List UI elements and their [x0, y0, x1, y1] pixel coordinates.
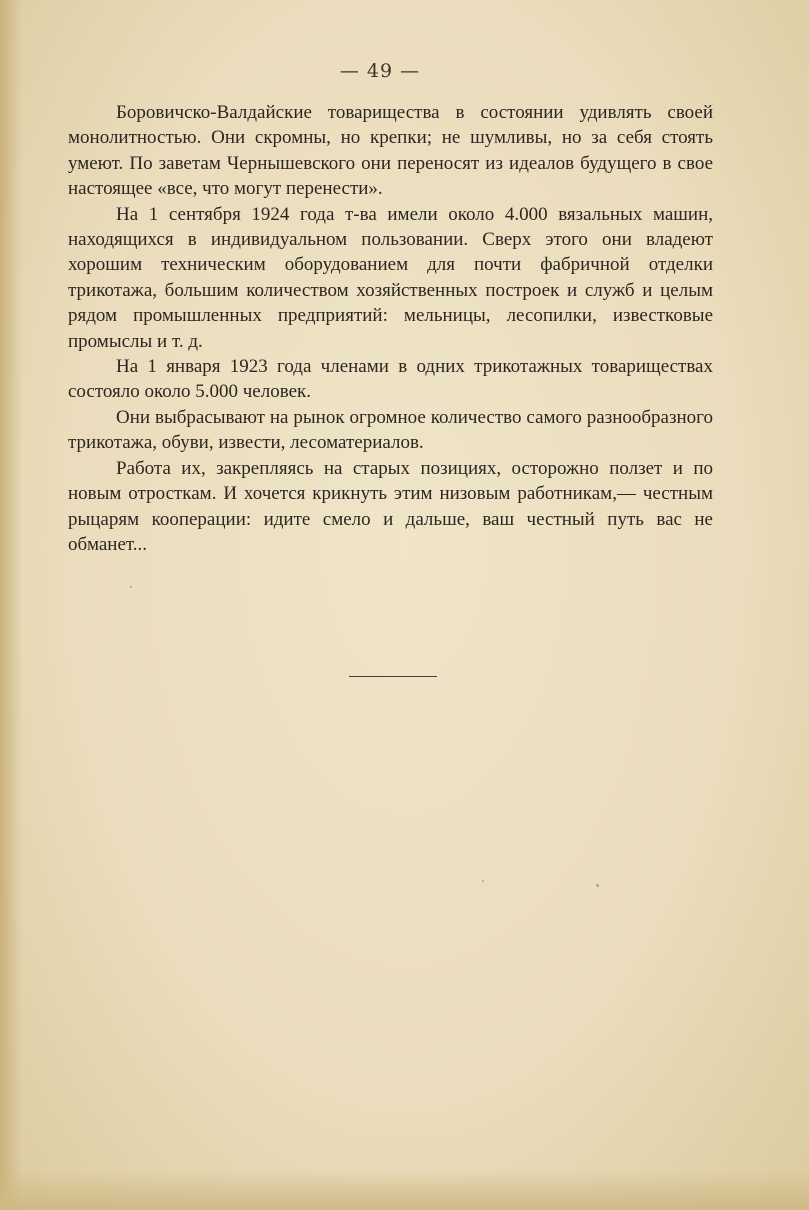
paragraph-5: Работа их, закрепляясь на старых позициях, осторожно ползет и по новым отросткам. И хочется крикнуть этим низовым работникам,— честным рыцарям кооперации: идите смело и дальше, ваш честный путь вас не обманет... [68, 457, 713, 555]
page-bottom-shadow [0, 1170, 809, 1210]
paper-speck [482, 880, 484, 882]
page-edge-shadow [0, 0, 22, 1210]
section-divider [349, 676, 437, 677]
paragraph-1: Боровичско-Валдайские товарищества в состоянии удивлять своей монолитностью. Они скромны, но крепки; не шумливы, но за себя стоять умеют. По заветам Чернышевского они переносят из идеалов будущего в свое настоящее «все, что могут перенести». [68, 102, 713, 200]
paragraph-4: Они выбрасывают на рынок огромное количество самого разнообразного трикотажа, обуви, извести, лесоматериалов. [68, 406, 713, 454]
paper-speck [130, 586, 132, 588]
paragraph-2: На 1 сентября 1924 года т-ва имели около 4.000 вязальных машин, находящихся в индивидуальном пользовании. Сверх этого они владеют хорошим техническим оборудованием для почти фабричной отделки трикотажа, большим количеством хозяйственных построек и служб и целым рядом промышленных предприятий: мельницы, лесопилки, известковые промыслы и т. д. [68, 203, 713, 352]
paragraph-3: На 1 января 1923 года членами в одних трикотажных товариществах состояло около 5.000 человек. [68, 356, 713, 403]
paper-speck [596, 884, 599, 887]
body-text [68, 100, 713, 557]
page-number: — 49 — [339, 60, 421, 82]
